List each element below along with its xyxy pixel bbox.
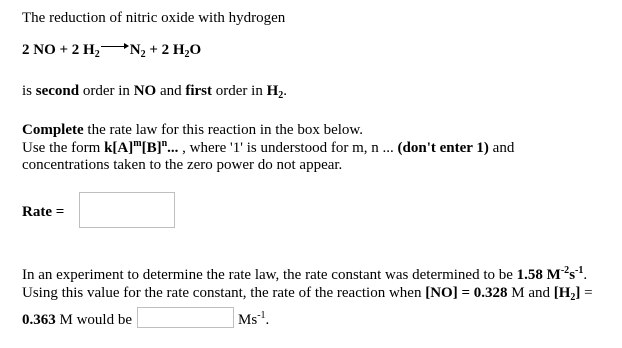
intro-text: The reduction of nitric oxide with hydrogen (22, 10, 286, 26)
experiment-line-3: 0.363 M would be (22, 312, 132, 328)
rate-label: Rate = (22, 204, 65, 220)
instruction-line-1: Complete the rate law for this reaction in the box below. (22, 122, 364, 138)
instruction-line-3: concentrations taken to the zero power do not appear. (22, 157, 343, 173)
instruction-line-2: Use the form $k[A]^m[B]^n$... , where '1' is understood for m, n ... (don't enter 1) and (22, 138, 515, 156)
rate-unit: $Ms^{-1}$. (238, 310, 270, 328)
rate-answer-input[interactable] (137, 307, 234, 328)
experiment-line-2: Using this value for the rate constant, the rate of the reaction when [NO] = 0.328 M and $[H_2]$ = (22, 285, 593, 303)
order-statement: is second order in NO and first order in $H_2$. (22, 83, 288, 101)
reaction-arrow-icon (101, 42, 129, 52)
experiment-line-1: In an experiment to determine the rate law, the rate constant was determined to be 1.58 $M^{-2}s^{-1}$. (22, 265, 588, 283)
rate-law-input[interactable] (79, 192, 175, 228)
reaction-equation: 2 NO + 2 $H_2$ $N_2 + 2$ $H_2O$ (22, 42, 202, 60)
